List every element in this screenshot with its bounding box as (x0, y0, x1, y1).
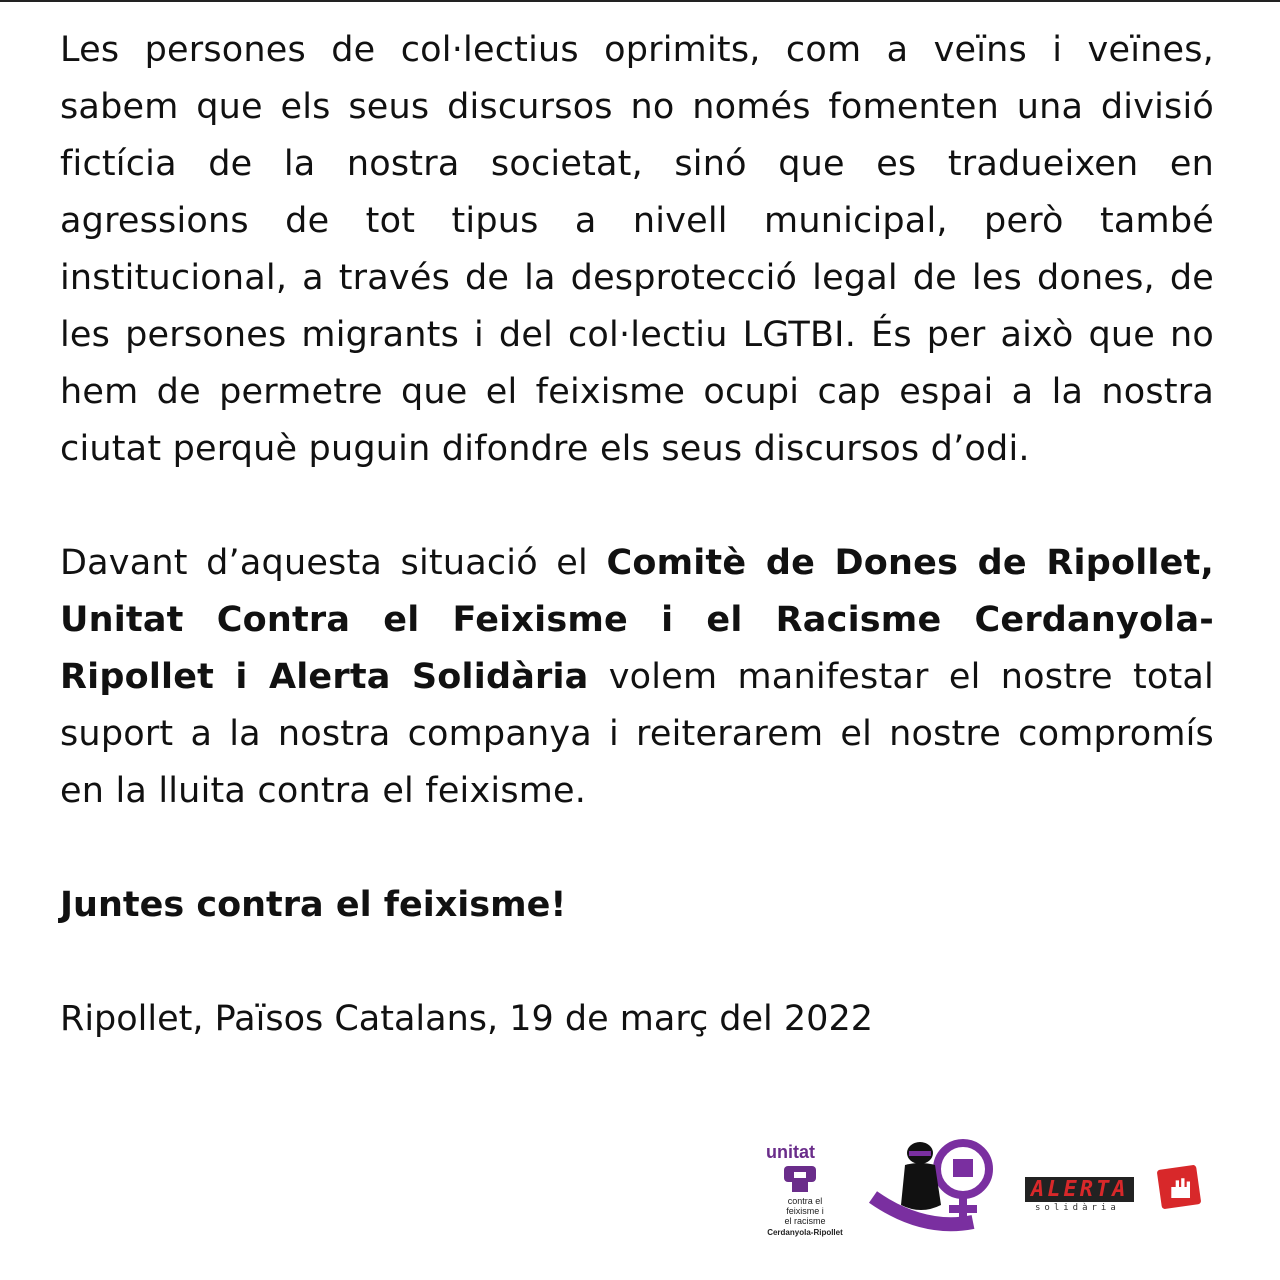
comite-dones-logo (865, 1135, 1005, 1235)
paragraph-2-intro: Davant d’aquesta situació el (60, 543, 607, 583)
organization-logos (750, 1135, 1210, 1245)
paragraph-2 (60, 535, 1214, 820)
alerta-logo-subtitle: solidària (1035, 1203, 1120, 1213)
closing-slogan: Juntes contra el feixisme! (60, 885, 567, 925)
raised-fist-icon (1157, 1165, 1201, 1209)
unitat-logo-line-3: el racisme (784, 1216, 826, 1226)
unitat-logo (760, 1140, 850, 1240)
statement-body (60, 22, 1214, 1048)
unitat-logo-line-4: Cerdanyola-Ripollet (767, 1228, 843, 1237)
unitat-logo-line-2: feixisme i (786, 1206, 824, 1216)
paragraph-2-rest: volem manifestar el nostre total suport a la nostra companya i reiterarem el nostre compromís en la lluita contra el feixisme. (60, 657, 1214, 811)
top-border (0, 0, 1280, 2)
paragraph-2-organizations: Comitè de Dones de Ripollet, Unitat Contra el Feixisme i el Racisme Cerdanyola-Ripollet i Alerta Solidària (60, 543, 1214, 697)
place-date: Ripollet, Països Catalans, 19 de març del 2022 (60, 999, 873, 1039)
fist-icon (782, 1164, 818, 1192)
alerta-solidaria-logo (1025, 1165, 1205, 1220)
paragraph-1: Les persones de col·lectius oprimits, com a veïns i veïnes, sabem que els seus discursos no només fomenten una divisió fictícia de la nostra societat, sinó que es tradueixen en agressions de tot tipus a nivell municipal, però també institucional, a través de la desprotecció legal de les dones, de les persones migrants i del col·lectiu LGTBI. És per això que no hem de permetre que el feixisme ocupi cap espai a la nostra ciutat perquè puguin difondre els seus discursos d’odi. (60, 30, 1214, 469)
alerta-logo-title: ALERTA (1025, 1177, 1134, 1202)
unitat-logo-line-1: contra el (787, 1196, 823, 1206)
unitat-logo-title: unitat (766, 1142, 815, 1162)
